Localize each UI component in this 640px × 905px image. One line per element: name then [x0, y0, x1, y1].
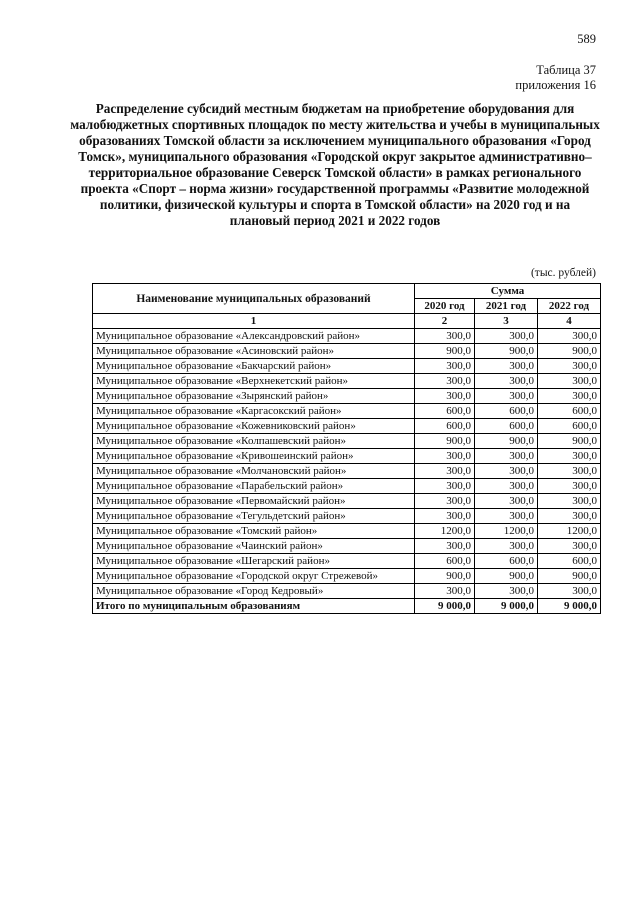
municipality-name: Муниципальное образование «Томский район» [93, 524, 415, 539]
column-header-2021: 2021 год [475, 299, 538, 314]
municipality-name: Муниципальное образование «Кривошеинский район» [93, 449, 415, 464]
total-2022: 9 000,0 [538, 599, 601, 614]
amount-2020: 300,0 [415, 584, 475, 599]
amount-2020: 300,0 [415, 494, 475, 509]
table-row [93, 374, 601, 389]
amount-2022: 300,0 [538, 359, 601, 374]
amount-2020: 300,0 [415, 479, 475, 494]
column-header-2022: 2022 год [538, 299, 601, 314]
table-row [93, 464, 601, 479]
amount-2020: 300,0 [415, 464, 475, 479]
amount-2021: 900,0 [475, 344, 538, 359]
amount-2021: 300,0 [475, 509, 538, 524]
municipality-name: Муниципальное образование «Каргасокский район» [93, 404, 415, 419]
table-row [93, 434, 601, 449]
amount-2020: 600,0 [415, 419, 475, 434]
amount-2022: 300,0 [538, 539, 601, 554]
amount-2021: 1200,0 [475, 524, 538, 539]
amount-2022: 300,0 [538, 494, 601, 509]
table-row [93, 404, 601, 419]
column-header-name: Наименование муниципальных образований [93, 284, 415, 314]
amount-2021: 300,0 [475, 494, 538, 509]
municipality-name: Муниципальное образование «Молчановский район» [93, 464, 415, 479]
municipality-name: Муниципальное образование «Парабельский район» [93, 479, 415, 494]
table-reference [515, 63, 596, 93]
amount-2022: 300,0 [538, 374, 601, 389]
table-row [93, 554, 601, 569]
column-index-1: 1 [93, 314, 415, 329]
amount-2020: 900,0 [415, 434, 475, 449]
municipality-name: Муниципальное образование «Зырянский район» [93, 389, 415, 404]
table-row [93, 359, 601, 374]
total-2021: 9 000,0 [475, 599, 538, 614]
amount-2020: 300,0 [415, 539, 475, 554]
appendix-number: приложения 16 [515, 78, 596, 92]
amount-2022: 300,0 [538, 584, 601, 599]
table-row [93, 329, 601, 344]
table-row [93, 449, 601, 464]
amount-2020: 900,0 [415, 569, 475, 584]
amount-2022: 900,0 [538, 434, 601, 449]
amount-2020: 300,0 [415, 329, 475, 344]
column-header-sum: Сумма [415, 284, 601, 299]
amount-2021: 300,0 [475, 389, 538, 404]
amount-2020: 600,0 [415, 554, 475, 569]
amount-2022: 300,0 [538, 479, 601, 494]
column-index-4: 4 [538, 314, 601, 329]
page-number: 589 [577, 32, 596, 46]
amount-2021: 900,0 [475, 569, 538, 584]
amount-2020: 300,0 [415, 374, 475, 389]
amount-2020: 1200,0 [415, 524, 475, 539]
table-row [93, 569, 601, 584]
amount-2020: 300,0 [415, 359, 475, 374]
amount-2021: 300,0 [475, 329, 538, 344]
table-row [93, 539, 601, 554]
municipality-name: Муниципальное образование «Колпашевский район» [93, 434, 415, 449]
municipality-name: Муниципальное образование «Город Кедровый» [93, 584, 415, 599]
amount-2021: 300,0 [475, 374, 538, 389]
total-row [93, 599, 601, 614]
amount-2021: 300,0 [475, 359, 538, 374]
municipality-name: Муниципальное образование «Чаинский район» [93, 539, 415, 554]
municipality-name: Муниципальное образование «Верхнекетский район» [93, 374, 415, 389]
amount-2020: 300,0 [415, 449, 475, 464]
municipality-name: Муниципальное образование «Кожевниковский район» [93, 419, 415, 434]
table-row [93, 344, 601, 359]
column-header-2020: 2020 год [415, 299, 475, 314]
amount-2022: 300,0 [538, 464, 601, 479]
amount-2020: 300,0 [415, 509, 475, 524]
column-index-2: 2 [415, 314, 475, 329]
table-row [93, 494, 601, 509]
column-index-3: 3 [475, 314, 538, 329]
amount-2020: 300,0 [415, 389, 475, 404]
amount-2021: 300,0 [475, 479, 538, 494]
amount-2022: 300,0 [538, 449, 601, 464]
amount-2021: 300,0 [475, 539, 538, 554]
document-title: Распределение субсидий местным бюджетам на приобретение оборудования для малобюджетных спортивных площадок по месту жительства и учебы в муниципальных образованиях Томской области за исключением муниципального образования «Город Томск», муниципального образования «Городской округ закрытое административно–территориальное образование Северск Томской области» в рамках регионального проекта «Спорт – норма жизни» государственной программы «Развитие молодежной политики, физической культуры и спорта в Томской области» на 2020 год и на плановый период 2021 и 2022 годов [70, 101, 600, 228]
total-2020: 9 000,0 [415, 599, 475, 614]
amount-2021: 600,0 [475, 419, 538, 434]
municipality-name: Муниципальное образование «Бакчарский район» [93, 359, 415, 374]
amount-2022: 1200,0 [538, 524, 601, 539]
amount-2022: 600,0 [538, 404, 601, 419]
total-label: Итого по муниципальным образованиям [93, 599, 415, 614]
table-row [93, 509, 601, 524]
municipality-name: Муниципальное образование «Городской округ Стрежевой» [93, 569, 415, 584]
table-row [93, 584, 601, 599]
amount-2022: 300,0 [538, 509, 601, 524]
table-number: Таблица 37 [536, 63, 596, 77]
amount-2021: 600,0 [475, 554, 538, 569]
municipality-name: Муниципальное образование «Первомайский район» [93, 494, 415, 509]
amount-2022: 900,0 [538, 569, 601, 584]
amount-2020: 900,0 [415, 344, 475, 359]
table-row [93, 419, 601, 434]
amount-2021: 900,0 [475, 434, 538, 449]
amount-2020: 600,0 [415, 404, 475, 419]
municipality-name: Муниципальное образование «Шегарский район» [93, 554, 415, 569]
subsidy-table [92, 283, 601, 614]
amount-2022: 300,0 [538, 329, 601, 344]
table-row [93, 524, 601, 539]
amount-2022: 900,0 [538, 344, 601, 359]
amount-2022: 600,0 [538, 419, 601, 434]
amount-2022: 300,0 [538, 389, 601, 404]
amount-2021: 300,0 [475, 464, 538, 479]
municipality-name: Муниципальное образование «Асиновский район» [93, 344, 415, 359]
units-label: (тыс. рублей) [530, 267, 596, 279]
amount-2021: 300,0 [475, 584, 538, 599]
amount-2021: 600,0 [475, 404, 538, 419]
municipality-name: Муниципальное образование «Тегульдетский район» [93, 509, 415, 524]
table-row [93, 479, 601, 494]
amount-2021: 300,0 [475, 449, 538, 464]
amount-2022: 600,0 [538, 554, 601, 569]
municipality-name: Муниципальное образование «Александровский район» [93, 329, 415, 344]
table-row [93, 389, 601, 404]
